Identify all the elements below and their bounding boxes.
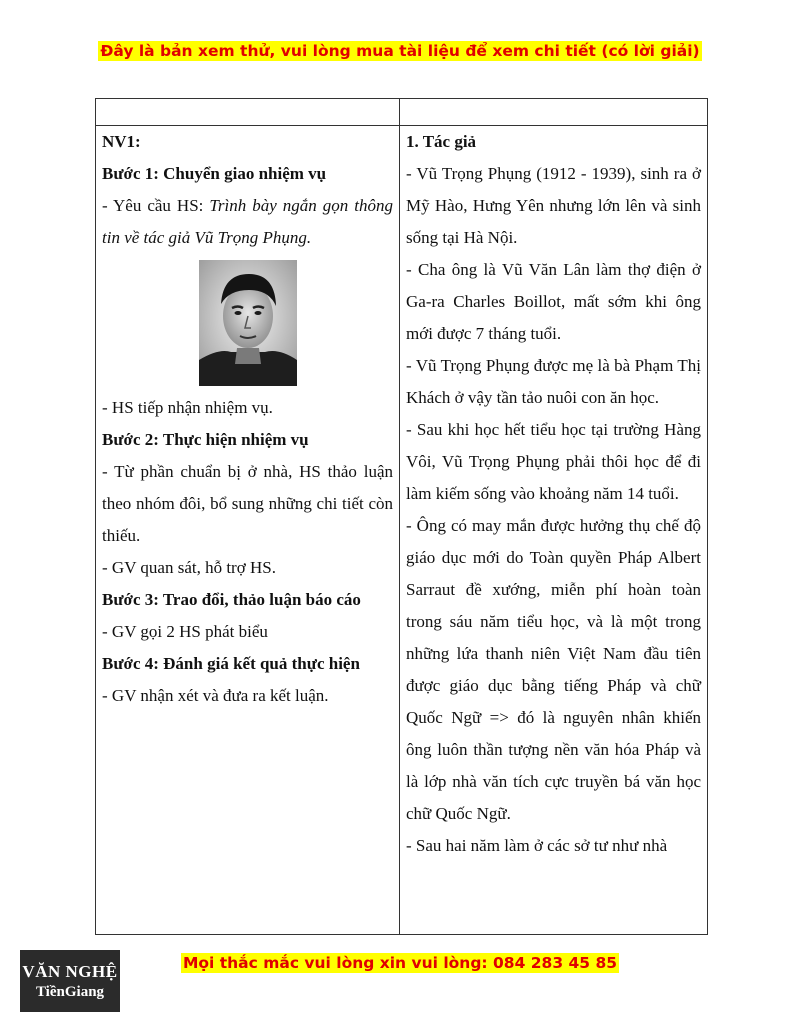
author-bio-paragraph: - Sau khi học hết tiểu học tại trường Hàng Vôi, Vũ Trọng Phụng phải thôi học để đi làm kiếm sống vào khoảng năm 14 tuổi.: [406, 420, 701, 503]
step1-title: Bước 1: Chuyển giao nhiệm vụ: [102, 164, 327, 183]
step1-prefix: - Yêu cầu HS:: [102, 196, 210, 215]
lesson-table: [95, 98, 708, 935]
content-column: [400, 126, 708, 935]
logo-line1: VĂN NGHỆ: [22, 962, 118, 981]
section-heading: 1. Tác giả: [406, 132, 477, 151]
step4-conclusion: - GV nhận xét và đưa ra kết luận.: [102, 686, 329, 705]
contact-notice-text: Mọi thắc mắc vui lòng xin vui lòng: 084 283 45 85: [182, 954, 618, 972]
author-bio-paragraph: - Ông có may mắn được hưởng thụ chế độ giáo dục mới do Toàn quyền Pháp Albert Sarraut đề xướng, miễn phí hoàn toàn trong sáu năm tiểu học, và là một trong những lứa thanh niên Việt Nam đầu tiên được giáo dục bằng tiếng Pháp và chữ Quốc Ngữ => đó là nguyên nhân khiến ông luôn thần tượng nền văn hóa Pháp và là lớp nhà văn tích cực truyền bá văn học chữ Quốc Ngữ.: [406, 516, 701, 823]
step2-title: Bước 2: Thực hiện nhiệm vụ: [102, 430, 309, 449]
author-bio-paragraph: - Cha ông là Vũ Văn Lân làm thợ điện ở Ga-ra Charles Boillot, mất sớm khi ông mới được 7 tháng tuổi.: [406, 260, 701, 343]
author-portrait: [199, 260, 297, 386]
table-header-row: [96, 99, 708, 126]
header-cell-right: [400, 99, 708, 126]
header-cell-left: [96, 99, 400, 126]
logo-line2: TiềnGiang: [35, 984, 105, 1000]
step3-report: - GV gọi 2 HS phát biểu: [102, 622, 268, 641]
step1-task: Trình bày ngắn gọn thông tin về tác giả Vũ Trọng Phụng.: [102, 196, 393, 247]
step4-title: Bước 4: Đánh giá kết quả thực hiện: [102, 654, 360, 673]
author-bio-paragraph: - Vũ Trọng Phụng (1912 - 1939), sinh ra ở Mỹ Hào, Hưng Yên nhưng lớn lên và sinh sống tại Hà Nội.: [406, 164, 701, 247]
task-label: NV1:: [102, 132, 141, 151]
step3-title: Bước 3: Trao đổi, thảo luận báo cáo: [102, 590, 361, 609]
activity-column: [96, 126, 400, 935]
author-bio-paragraph: - Sau hai năm làm ở các sở tư như nhà: [406, 836, 668, 855]
preview-notice: [0, 42, 800, 61]
receive-task: - HS tiếp nhận nhiệm vụ.: [102, 398, 273, 417]
step2-support: - GV quan sát, hỗ trợ HS.: [102, 558, 276, 577]
table-row: [96, 126, 708, 935]
step1-request: [102, 190, 393, 254]
step2-discussion: - Từ phần chuẩn bị ở nhà, HS thảo luận theo nhóm đôi, bổ sung những chi tiết còn thiếu.: [102, 462, 393, 545]
author-bio-paragraph: - Vũ Trọng Phụng được mẹ là bà Phạm Thị Khách ở vậy tần tảo nuôi con ăn học.: [406, 356, 701, 407]
preview-notice-text: Đây là bản xem thử, vui lòng mua tài liệu để xem chi tiết (có lời giải): [100, 42, 700, 60]
contact-notice: [0, 954, 800, 973]
